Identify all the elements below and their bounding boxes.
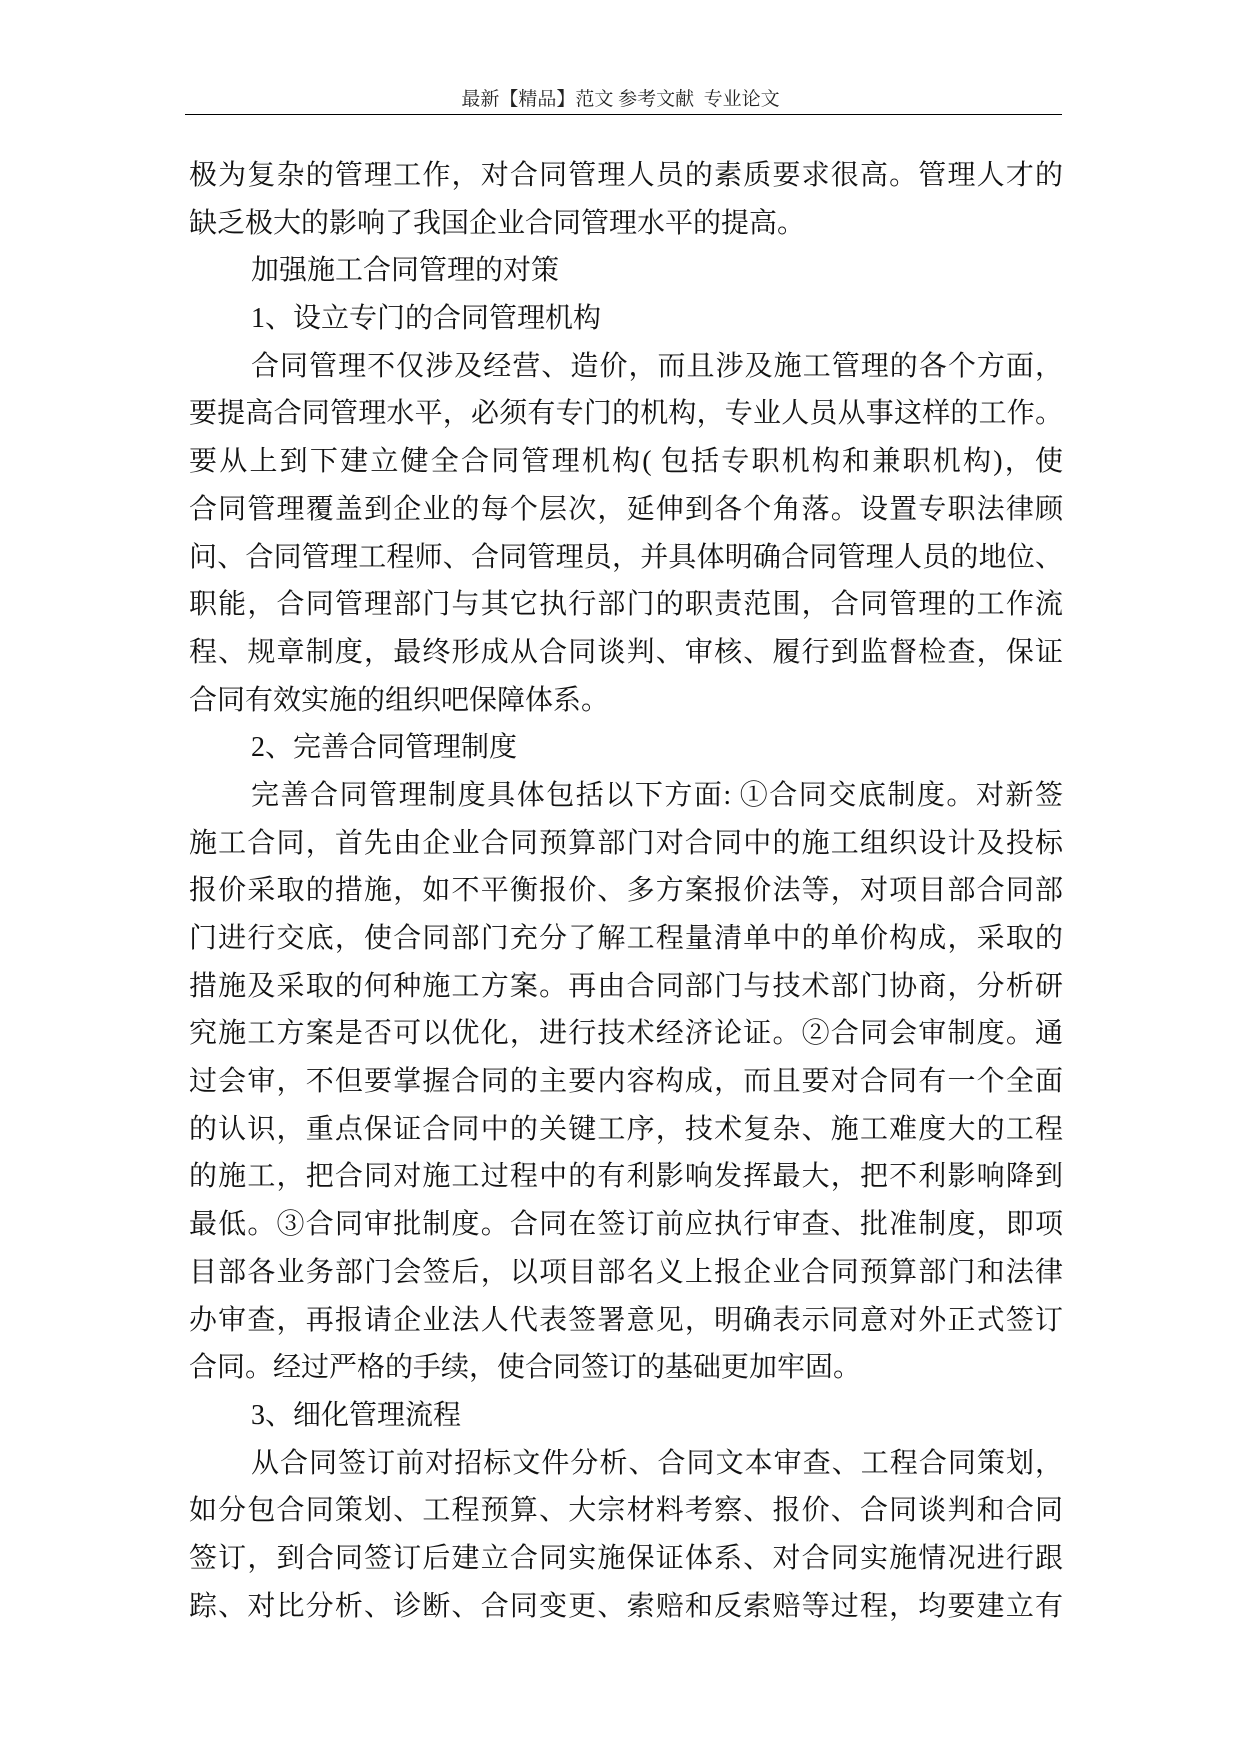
- body-line: 完善合同管理制度具体包括以下方面: ①合同交底制度。对新签: [251, 779, 1063, 811]
- paragraph: [189, 343, 1063, 725]
- body-line: 要从上到下建立健全合同管理机构( 包括专职机构和兼职机构)，使: [189, 446, 1063, 478]
- body-line: 问、合同管理工程师、合同管理员，并具体明确合同管理人员的地位、: [189, 541, 1063, 573]
- body-line: 合同。经过严格的手续，使合同签订的基础更加牢固。: [189, 1352, 862, 1384]
- body-line: 最低。③合同审批制度。合同在签订前应执行审查、批准制度，即项: [189, 1209, 1063, 1241]
- body-line: 报价采取的措施，如不平衡报价、多方案报价法等，对项目部合同部: [189, 875, 1063, 907]
- body-line: 目部各业务部门会签后，以项目部名义上报企业合同预算部门和法律: [189, 1256, 1063, 1288]
- running-header: 最新【精品】范文 参考文献 专业论文: [461, 89, 780, 110]
- heading-line: 加强施工合同管理的对策: [251, 255, 560, 287]
- body-line: 的认识，重点保证合同中的关键工序，技术复杂、施工难度大的工程: [189, 1113, 1063, 1145]
- section-heading: [189, 295, 1063, 343]
- body-line: 究施工方案是否可以优化，进行技术经济论证。②合同会审制度。通: [189, 1018, 1063, 1050]
- body-line: 签订，到合同签订后建立合同实施保证体系、对合同实施情况进行跟: [189, 1542, 1063, 1574]
- body-line: 施工合同，首先由企业合同预算部门对合同中的施工组织设计及投标: [189, 827, 1063, 859]
- body-line: 办审查，再报请企业法人代表签署意见，明确表示同意对外正式签订: [189, 1304, 1063, 1336]
- body-line: 极为复杂的管理工作，对合同管理人员的素质要求很高。管理人才的: [189, 160, 1063, 191]
- body-line: 门进行交底，使合同部门充分了解工程量清单中的单价构成，采取的: [189, 923, 1063, 954]
- paragraph: [189, 1440, 1063, 1631]
- body-line: 合同管理覆盖到企业的每个层次，延伸到各个角落。设置专职法律顾: [189, 493, 1063, 525]
- heading-line: 3、细化管理流程: [251, 1399, 462, 1431]
- heading-line: 1、设立专门的合同管理机构: [251, 303, 602, 335]
- header-rule: [185, 114, 1062, 115]
- body-line: 的施工，把合同对施工过程中的有利影响发挥最大，把不利影响降到: [189, 1161, 1063, 1193]
- section-heading: [189, 724, 1063, 772]
- body-line: 踪、对比分析、诊断、合同变更、索赔和反索赔等过程，均要建立有: [189, 1590, 1063, 1622]
- paragraph: [189, 772, 1063, 1392]
- body-line: 缺乏极大的影响了我国企业合同管理水平的提高。: [189, 207, 806, 239]
- body-line: 要提高合同管理水平，必须有专门的机构，专业人员从事这样的工作。: [189, 398, 1063, 430]
- body-line: 如分包合同策划、工程预算、大宗材料考察、报价、合同谈判和合同: [189, 1495, 1063, 1527]
- body-line: 程、规章制度，最终形成从合同谈判、审核、履行到监督检查，保证: [189, 636, 1063, 668]
- document-body: [189, 152, 1063, 1630]
- body-line: 从合同签订前对招标文件分析、合同文本审查、工程合同策划，: [251, 1447, 1063, 1479]
- body-line: 合同管理不仅涉及经营、造价，而且涉及施工管理的各个方面，: [251, 350, 1063, 382]
- body-line: 过会审，不但要掌握合同的主要内容构成，而且要对合同有一个全面: [189, 1066, 1063, 1098]
- paragraph: [189, 152, 1063, 247]
- body-line: 职能，合同管理部门与其它执行部门的职责范围，合同管理的工作流: [189, 589, 1063, 621]
- body-line: 合同有效实施的组织吧保障体系。: [189, 684, 610, 716]
- section-heading: [189, 247, 1063, 295]
- heading-line: 2、完善合同管理制度: [251, 732, 518, 764]
- body-line: 措施及采取的何种施工方案。再由合同部门与技术部门协商，分析研: [189, 970, 1063, 1002]
- section-heading: [189, 1392, 1063, 1440]
